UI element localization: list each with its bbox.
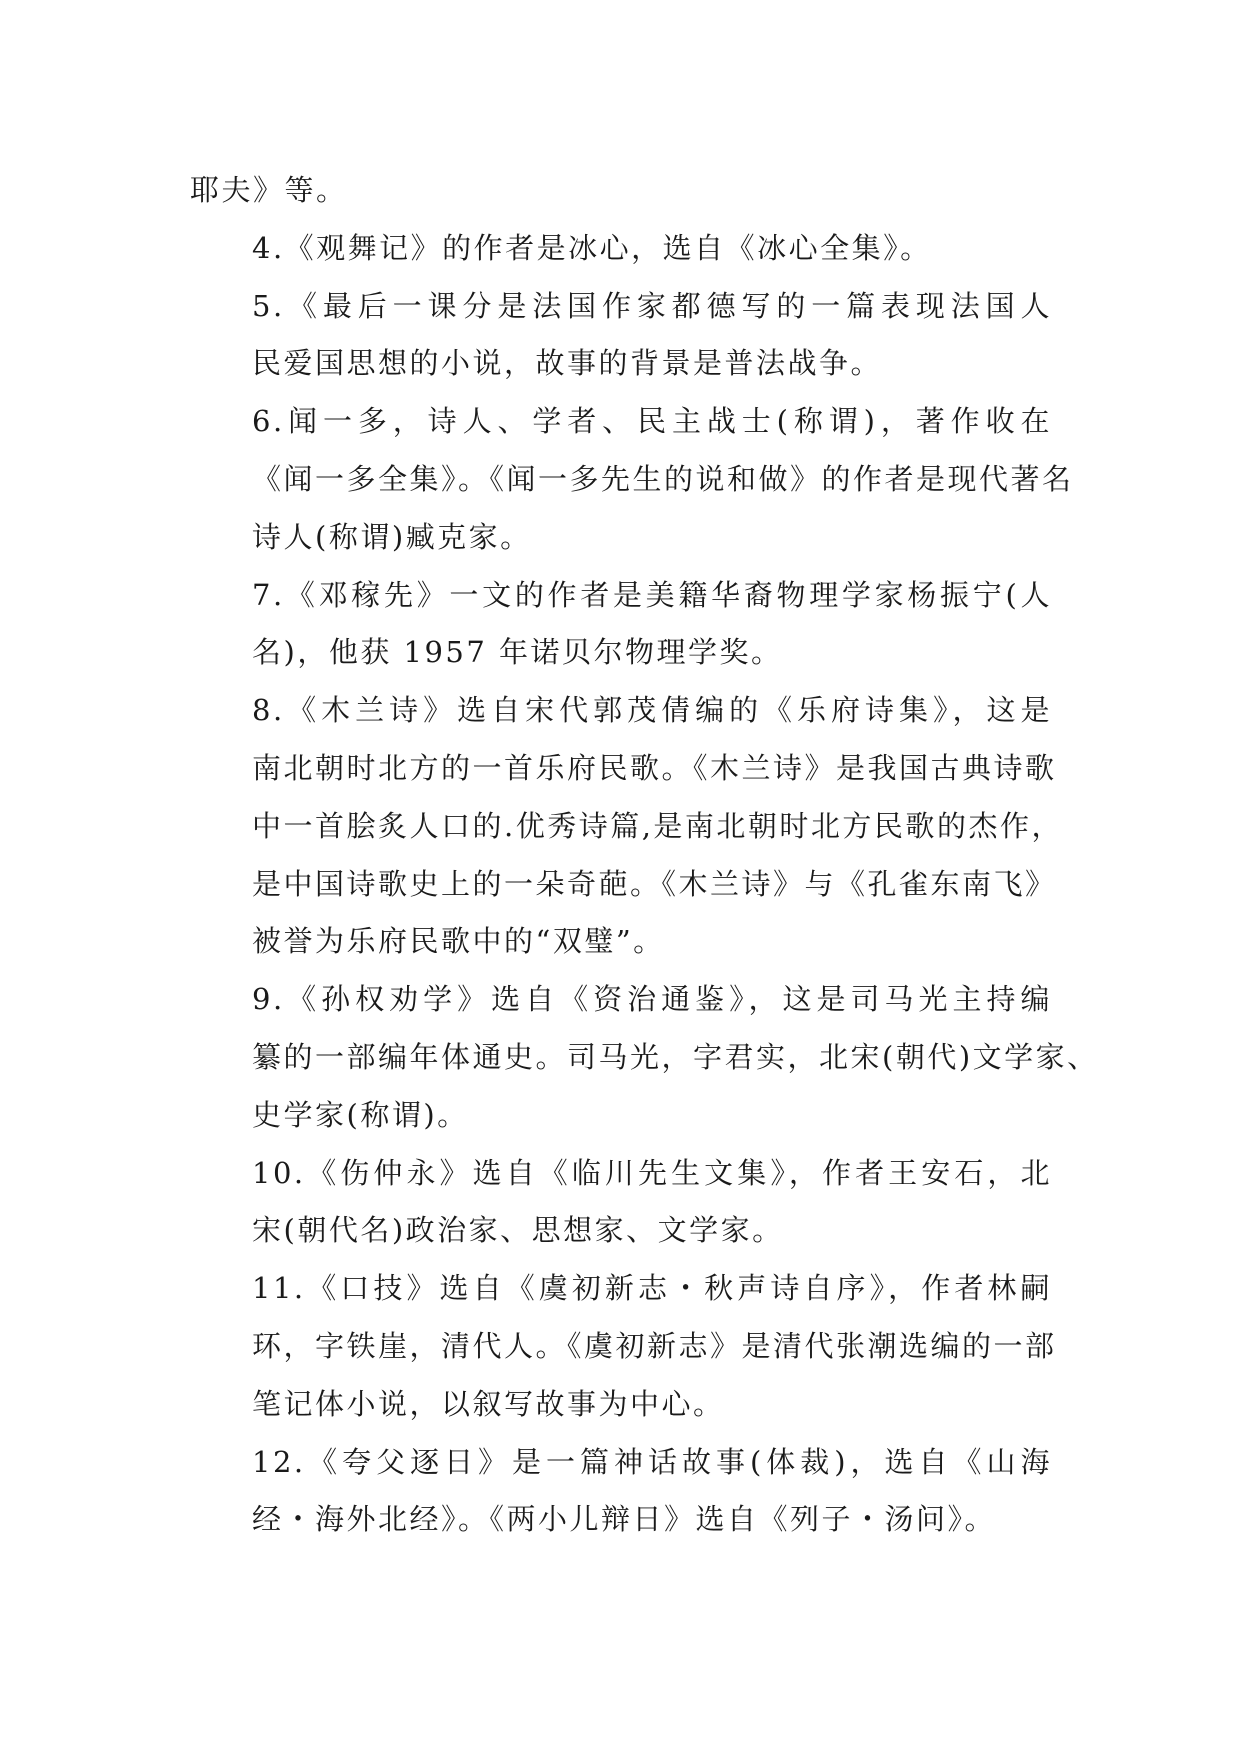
paragraph-item-12 — [190, 1434, 1052, 1550]
text-line: 笔记体小说，以叙写故事为中心。 — [252, 1386, 725, 1421]
text-line: 诗人(称谓)臧克家。 — [252, 519, 532, 554]
text-line: 南北朝时北方的一首乐府民歌。《木兰诗》是我国古典诗歌 — [252, 750, 1057, 785]
text-line: 《闻一多全集》。《闻一多先生的说和做》的作者是现代著名 — [252, 461, 1074, 496]
text-line: 环，字铁崖，清代人。《虞初新志》是清代张潮选编的一部 — [252, 1328, 1057, 1363]
text-line: 被誉为乐府民歌中的“双璧”。 — [252, 924, 665, 959]
paragraph-item-5 — [190, 278, 1052, 394]
paragraph-item-10 — [190, 1145, 1052, 1261]
paragraph-item-11 — [190, 1260, 1057, 1433]
text-line: 12.《夸父逐日》是一篇神话故事(体裁)，选自《山海 — [252, 1444, 1052, 1479]
text-line: 6.闻一多，诗人、学者、民主战士(称谓)，著作收在 — [252, 404, 1052, 439]
paragraph-item-9 — [190, 971, 1099, 1144]
text-line: 8.《木兰诗》选自宋代郭茂倩编的《乐府诗集》，这是 — [252, 693, 1052, 728]
text-line: 耶夫》等。 — [190, 173, 348, 207]
text-line: 7.《邓稼先》一文的作者是美籍华裔物理学家杨振宁(人 — [252, 577, 1052, 612]
text-line: 经・海外北经》。《两小儿辩日》选自《列子・汤问》。 — [252, 1502, 997, 1537]
text-line: 史学家(称谓)。 — [252, 1097, 469, 1132]
text-line: 名)，他获 1957 年诺贝尔物理学奖。 — [252, 635, 783, 670]
text-line: 9.《孙权劝学》选自《资治通鉴》，这是司马光主持编 — [252, 982, 1052, 1017]
text-line: 4.《观舞记》的作者是冰心，选自《冰心全集》。 — [252, 230, 932, 265]
document-body — [190, 162, 1099, 1549]
paragraph-item-6 — [190, 393, 1074, 566]
paragraph-item-7 — [190, 567, 1052, 683]
text-line: 民爱国思想的小说，故事的背景是普法战争。 — [252, 346, 883, 381]
text-line: 是中国诗歌史上的一朵奇葩。《木兰诗》与《孔雀东南飞》 — [252, 866, 1057, 901]
text-line: 宋(朝代名)政治家、思想家、文学家。 — [252, 1213, 784, 1248]
text-line: 10.《伤仲永》选自《临川先生文集》，作者王安石，北 — [252, 1155, 1052, 1190]
text-line: 11.《口技》选自《虞初新志・秋声诗自序》，作者林嗣 — [252, 1271, 1052, 1306]
paragraph-item-4 — [190, 220, 1052, 278]
text-line: 中一首脍炙人口的.优秀诗篇,是南北朝时北方民歌的杰作， — [252, 808, 1063, 843]
text-line: 纂的一部编年体通史。司马光，字君实，北宋(朝代)文学家、 — [252, 1039, 1099, 1074]
paragraph-item-8 — [190, 682, 1063, 971]
text-line: 5.《最后一课分是法国作家都德写的一篇表现法国人 — [252, 288, 1052, 323]
paragraph-continuation — [190, 162, 1052, 220]
